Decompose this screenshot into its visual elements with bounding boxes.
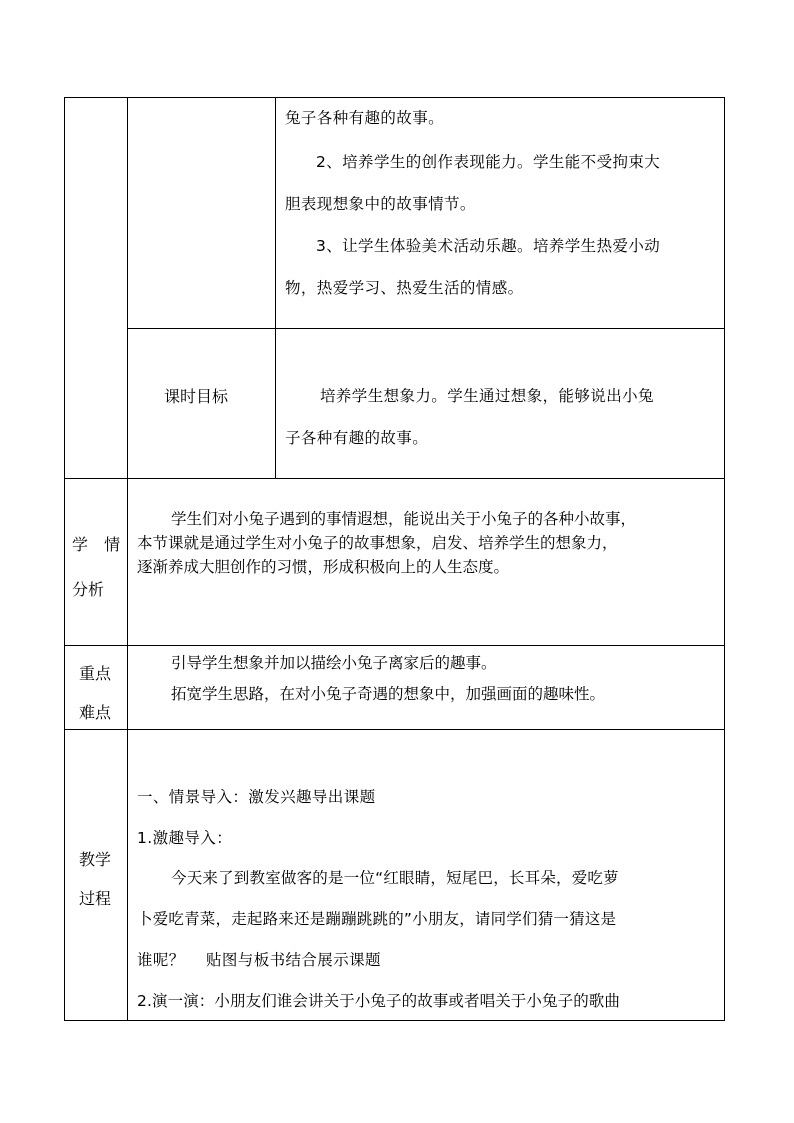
teaching-process-line: 谁呢？ 贴图与板书结合展示课题 xyxy=(137,951,381,969)
objective-line: 物，热爱学习、热爱生活的情感。 xyxy=(285,279,524,297)
lesson-goal-label: 课时目标 xyxy=(164,387,229,406)
teaching-process-line: 一、情景导入：激发兴趣导出课题 xyxy=(137,788,376,806)
key-points-label: 重点 xyxy=(79,664,112,683)
learner-analysis-line: 学生们对小兔子遇到的事情遐想，能说出关于小兔子的各种小故事， xyxy=(171,510,637,528)
teaching-process-line: 1.激趣导入： xyxy=(137,829,233,847)
table-border-left xyxy=(64,97,65,1021)
key-points-line: 引导学生想象并加以描绘小兔子离家后的趣事。 xyxy=(171,654,497,672)
teaching-process-label: 教学 xyxy=(79,850,112,869)
learner-analysis-label: 分析 xyxy=(72,580,105,599)
row-divider-4 xyxy=(64,729,725,730)
learner-analysis-line: 逐渐养成大胆创作的习惯，形成积极向上的人生态度。 xyxy=(137,558,510,576)
table-border-right xyxy=(724,97,725,1021)
objective-line: 3、让学生体验美术活动乐趣。培养学生热爱小动 xyxy=(316,237,661,255)
key-points-line: 拓宽学生思路，在对小兔子奇遇的想象中，加强画面的趣味性。 xyxy=(171,685,606,703)
teaching-process-line: 卜爱吃青菜，走起路来还是蹦蹦跳跳的”小朋友，请同学们猜一猜这是 xyxy=(137,910,617,928)
lesson-goal-line: 培养学生想象力。学生通过想象，能够说出小兔 xyxy=(320,387,654,405)
teaching-process-line: 今天来了到教室做客的是一位“红眼睛，短尾巴，长耳朵，爱吃萝 xyxy=(171,869,619,887)
teaching-process-label: 过程 xyxy=(79,889,112,908)
key-points-label: 难点 xyxy=(79,703,112,722)
learner-analysis-label: 学 情 xyxy=(72,535,123,554)
learner-analysis-line: 本节课就是通过学生对小兔子的故事想象，启发、培养学生的想象力， xyxy=(137,534,618,552)
row-divider-2 xyxy=(64,478,725,479)
objective-line: 兔子各种有趣的故事。 xyxy=(285,109,445,127)
sub-column-divider xyxy=(275,97,276,478)
objective-line: 2、培养学生的创作表现能力。学生能不受拘束大 xyxy=(316,153,661,171)
lesson-goal-line: 子各种有趣的故事。 xyxy=(285,429,429,447)
teaching-process-line: 2.演一演：小朋友们谁会讲关于小兔子的故事或者唱关于小兔子的歌曲 xyxy=(137,992,620,1010)
row-divider-1 xyxy=(127,328,725,329)
objective-line: 胆表现想象中的故事情节。 xyxy=(285,195,476,213)
label-column-divider xyxy=(127,97,128,1021)
table-border-bottom xyxy=(64,1020,725,1021)
table-border-top xyxy=(64,97,725,98)
row-divider-3 xyxy=(64,645,725,646)
